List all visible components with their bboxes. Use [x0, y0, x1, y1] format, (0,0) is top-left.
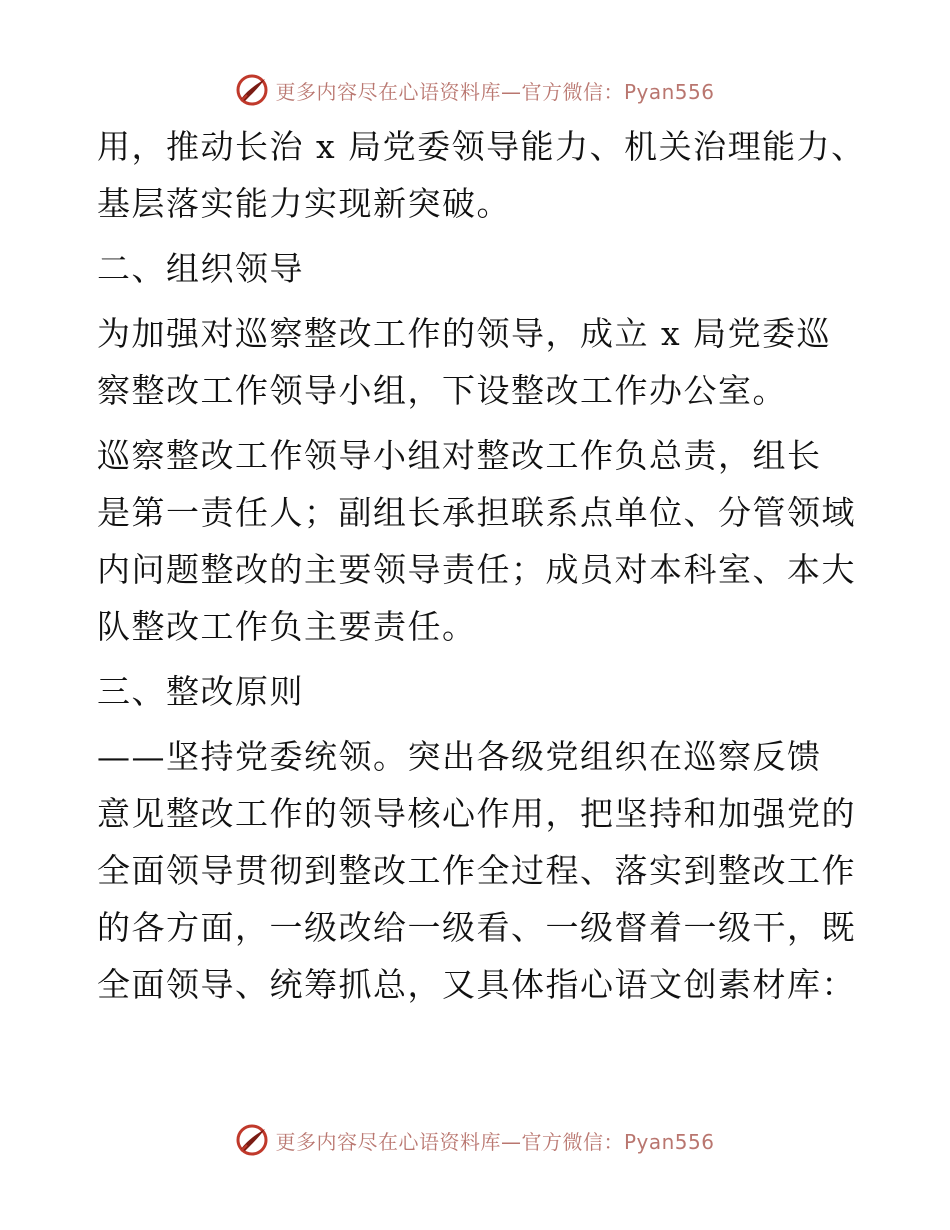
text-line: 全面领导、统筹抓总，又具体指心语文创素材库：: [97, 965, 856, 1004]
text-line: 基层落实能力实现新突破。: [97, 184, 511, 223]
header-watermark-banner: [0, 70, 950, 110]
text-line: 是第一责任人；副组长承担联系点单位、分管领域: [97, 493, 856, 532]
footer-watermark-banner: [0, 1120, 950, 1160]
heading-text: 三、整改原则: [97, 672, 304, 711]
text-line: 全面领导贯彻到整改工作全过程、落实到整改工作: [97, 851, 856, 890]
text-line: 队整改工作负主要责任。: [97, 607, 477, 646]
paragraph: [97, 728, 857, 1013]
quill-logo-icon: [235, 73, 269, 107]
text-line: ——坚持党委统领。突出各级党组织在巡察反馈: [97, 737, 822, 776]
text-line: 的各方面，一级改给一级看、一级督着一级干，既: [97, 908, 856, 947]
section-heading: [97, 663, 857, 720]
text-line: 察整改工作领导小组，下设整改工作办公室。: [97, 371, 787, 410]
text-line: 巡察整改工作领导小组对整改工作负总责，组长: [97, 436, 822, 475]
quill-logo-icon: [235, 1123, 269, 1157]
paragraph: [97, 118, 866, 232]
text-line: 为加强对巡察整改工作的领导，成立 x 局党委巡: [97, 314, 832, 353]
text-line: 内问题整改的主要领导责任；成员对本科室、本大: [97, 550, 856, 589]
document-body: [97, 118, 866, 1013]
watermark-text: 更多内容尽在心语资料库—官方微信：Pyan556: [275, 79, 715, 104]
text-line: 用，推动长治 x 局党委领导能力、机关治理能力、: [97, 127, 866, 166]
watermark-text: 更多内容尽在心语资料库—官方微信：Pyan556: [275, 1129, 715, 1154]
paragraph: [97, 427, 857, 655]
text-line: 意见整改工作的领导核心作用，把坚持和加强党的: [97, 794, 856, 833]
section-heading: [97, 240, 857, 297]
paragraph: [97, 305, 857, 419]
heading-text: 二、组织领导: [97, 249, 304, 288]
